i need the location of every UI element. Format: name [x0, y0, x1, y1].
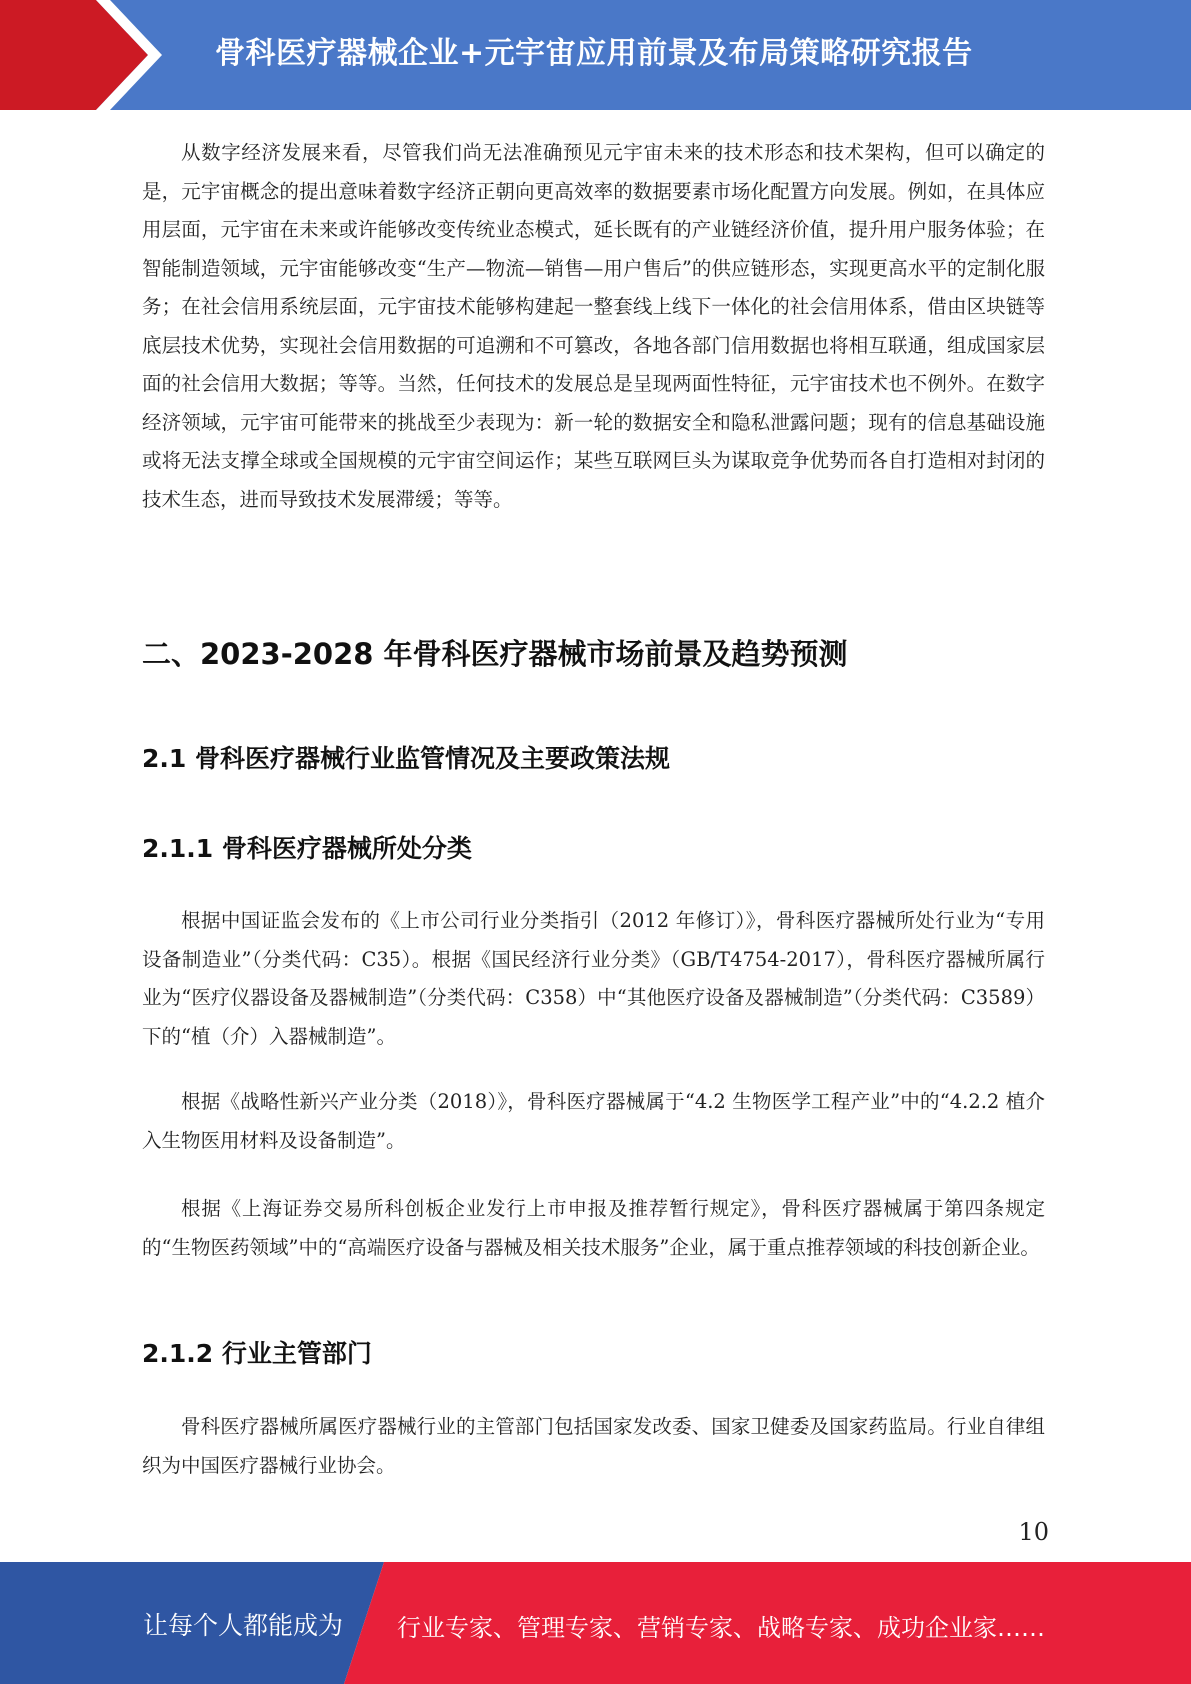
page-number: 10: [1018, 1518, 1049, 1546]
classification-paragraph-2: 根据《战略性新兴产业分类（2018）》，骨科医疗器械属于“4.2 生物医学工程产业”中的“4.2.2 植介入生物医用材料及设备制造”。: [142, 1090, 1045, 1152]
authority-paragraph-container: [142, 1408, 1045, 1485]
classification-paragraph-3: 根据《上海证券交易所科创板企业发行上市申报及推荐暂行规定》，骨科医疗器械属于第四条规定的“生物医药领域”中的“高端医疗设备与器械及相关技术服务”企业，属于重点推荐领域的科技创新企业。: [142, 1197, 1045, 1259]
intro-paragraph: 从数字经济发展来看，尽管我们尚无法准确预见元宇宙未来的技术形态和技术架构，但可以确定的是，元宇宙概念的提出意味着数字经济正朝向更高效率的数据要素市场化配置方向发展。例如，在具体应用层面，元宇宙在未来或许能够改变传统业态模式，延长既有的产业链经济价值，提升用户服务体验；在智能制造领域，元宇宙能够改变“生产—物流—销售—用户售后”的供应链形态，实现更高水平的定制化服务；在社会信用系统层面，元宇宙技术能够构建起一整套线上线下一体化的社会信用体系，借由区块链等底层技术优势，实现社会信用数据的可追溯和不可篡改，各地各部门信用数据也将相互联通，组成国家层面的社会信用大数据；等等。当然，任何技术的发展总是呈现两面性特征，元宇宙技术也不例外。在数字经济领域，元宇宙可能带来的挑战至少表现为：新一轮的数据安全和隐私泄露问题；现有的信息基础设施或将无法支撑全球或全国规模的元宇宙空间运作；某些互联网巨头为谋取竞争优势而各自打造相对封闭的技术生态，进而导致技术发展滞缓；等等。: [142, 141, 1045, 511]
subsection-2-1-container: [142, 739, 1045, 775]
report-title: 骨科医疗器械企业+元宇宙应用前景及布局策略研究报告: [215, 36, 973, 71]
classification-paragraph-1-container: [142, 902, 1045, 1056]
page-footer: [0, 1562, 1191, 1684]
header-arrow-decoration: [0, 0, 200, 110]
section-heading: 二、2023-2028 年骨科医疗器械市场前景及趋势预测: [142, 637, 848, 671]
classification-paragraph-2-container: [142, 1083, 1045, 1160]
subsection-heading-2-1-2: 2.1.2 行业主管部门: [142, 1339, 372, 1368]
subsection-2-1-1-container: [142, 829, 1045, 865]
intro-section: [142, 134, 1045, 519]
classification-paragraph-3-container: [142, 1190, 1045, 1267]
page-header: [0, 0, 1191, 110]
subsection-2-1-2-container: [142, 1334, 1045, 1370]
section-heading-container: [142, 632, 1045, 673]
footer-slogan-left: 让每个人都能成为: [143, 1611, 344, 1640]
authority-paragraph: 骨科医疗器械所属医疗器械行业的主管部门包括国家发改委、国家卫健委及国家药监局。行业自律组织为中国医疗器械行业协会。: [142, 1415, 1045, 1477]
footer-slogan-right: 行业专家、管理专家、营销专家、战略专家、成功企业家……: [397, 1614, 1045, 1642]
classification-paragraph-1: 根据中国证监会发布的《上市公司行业分类指引（2012 年修订）》，骨科医疗器械所处行业为“专用设备制造业”（分类代码：C35）。根据《国民经济行业分类》（GB/T4754-2017），骨科医疗器械所属行业为“医疗仪器设备及器械制造”（分类代码：C358）中“其他医疗设备及器械制造”（分类代码：C3589）下的“植（介）入器械制造”。: [142, 909, 1045, 1048]
subsection-heading-2-1-1: 2.1.1 骨科医疗器械所处分类: [142, 834, 472, 863]
subsection-heading-2-1: 2.1 骨科医疗器械行业监管情况及主要政策法规: [142, 744, 670, 773]
